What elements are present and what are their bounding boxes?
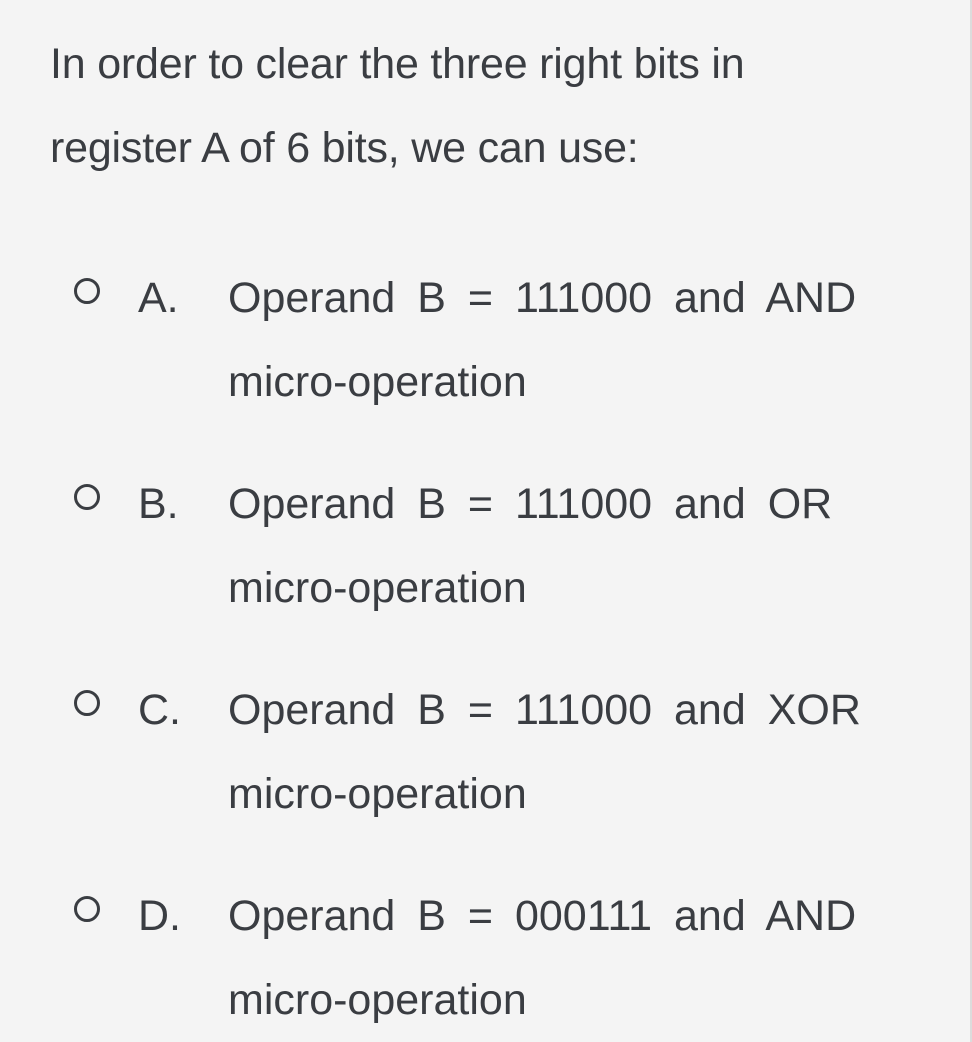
option-text — [228, 256, 928, 424]
option-letter: A. — [138, 274, 179, 322]
question-line-1: In order to clear the three right bits in — [50, 40, 745, 88]
option-b[interactable] — [70, 462, 930, 642]
option-letter: C. — [138, 686, 181, 734]
option-c[interactable] — [70, 668, 930, 848]
radio-button-c[interactable] — [74, 690, 100, 716]
option-text-line-2: micro-operation — [228, 358, 527, 406]
option-text-line-2: micro-operation — [228, 976, 527, 1024]
option-letter: B. — [138, 480, 179, 528]
option-d[interactable] — [70, 874, 930, 1042]
option-text-line-2: micro-operation — [228, 770, 527, 818]
question-line-2: register A of 6 bits, we can use: — [50, 124, 639, 172]
option-a[interactable] — [70, 256, 930, 436]
option-text — [228, 874, 928, 1042]
question-text — [50, 22, 930, 190]
option-letter: D. — [138, 892, 181, 940]
option-text-line-1: Operand B = 111000 and XOR — [228, 686, 861, 734]
option-text — [228, 462, 928, 630]
option-text-line-1: Operand B = 000111 and AND — [228, 892, 857, 940]
option-text-line-1: Operand B = 111000 and OR — [228, 480, 833, 528]
radio-button-a[interactable] — [74, 278, 100, 304]
option-text — [228, 668, 928, 836]
option-text-line-2: micro-operation — [228, 564, 527, 612]
radio-button-b[interactable] — [74, 484, 100, 510]
option-text-line-1: Operand B = 111000 and AND — [228, 274, 857, 322]
radio-button-d[interactable] — [74, 896, 100, 922]
